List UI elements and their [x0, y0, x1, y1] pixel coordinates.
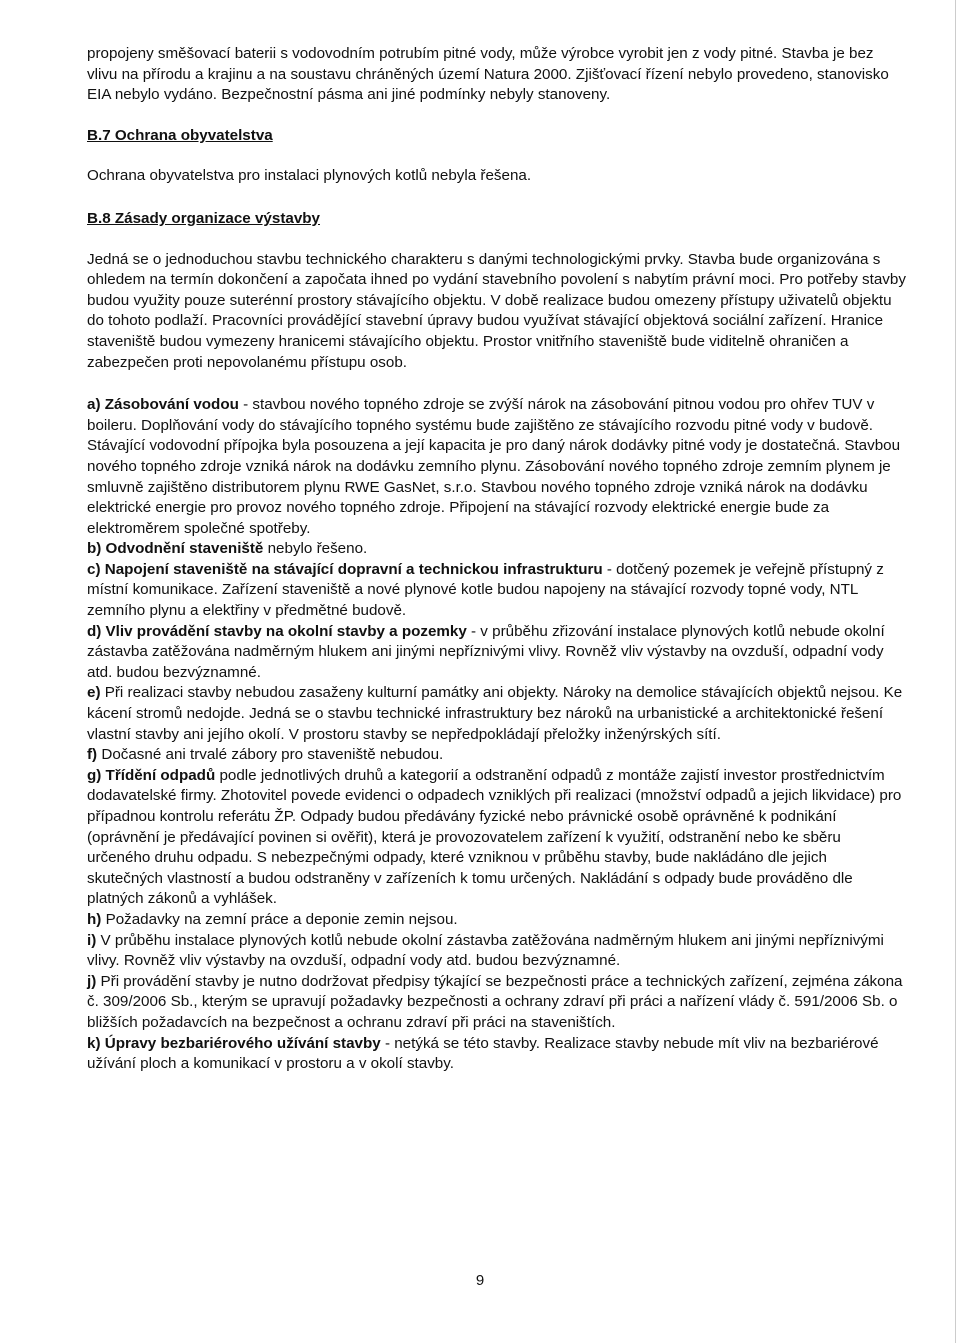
item-b-label: b) Odvodnění staveniště: [87, 540, 264, 558]
item-b-text: nebylo řešeno.: [263, 540, 368, 558]
item-h-label: h): [87, 910, 102, 928]
item-j-label: j): [87, 972, 97, 990]
item-j: [87, 972, 907, 1034]
item-g: [87, 766, 907, 910]
section-b7-heading: B.7 Ochrana obyvatelstva: [87, 126, 273, 144]
item-f-label: f): [87, 746, 98, 764]
item-f-text: Dočasné ani trvalé zábory pro staveniště nebudou.: [97, 746, 444, 764]
item-i-label: i): [87, 931, 97, 949]
section-b7-text: Ochrana obyvatelstva pro instalaci plynových kotlů nebyla řešena.: [87, 167, 532, 185]
document-page: [87, 44, 907, 1075]
item-k-label: k) Úpravy bezbariérového užívání stavby: [87, 1034, 381, 1052]
item-g-label: g) Třídění odpadů: [87, 766, 216, 784]
item-a-label: a) Zásobování vodou: [87, 396, 239, 414]
item-f: [87, 745, 907, 766]
section-b8-heading: B.8 Zásady organizace výstavby: [87, 209, 320, 227]
item-d-text: - v průběhu zřizování instalace plynových kotlů nebude okolní zástavba zatěžována nadměrným hlukem ani jinými nepříznivými vlivy. Rovněž vliv výstavby na ovzduší, odpadní vody atd. budou bezvýznamné.: [87, 622, 885, 681]
item-g-text: podle jednotlivých druhů a kategorií a odstranění odpadů z montáže zajistí investor prostřednictvím dodavatelské firmy. Zhotovitel povede evidenci o odpadech vzniklých při realizaci (množství odpadů a jejich likvidace) pro případnou kontrolu referátu ŽP. Odpady budou předávány fyzické nebo právnické osobě oprávněné k podnikání (oprávnění je předávající povinen si ověřit), která je provozovatelem zařízení k využití, odstranění nebo ke sběru určeného druhu odpadu. S nebezpečnými odpady, které vzniknou v průběhu stavby, bude nakládáno dle jejich skutečných vlastností a budou odstraněny v zařízeních k tomu určených. Nakládání s odpady bude prováděno dle platných zákonů a vyhlášek.: [87, 766, 902, 908]
item-e: [87, 683, 907, 745]
section-b8-text: Jedná se o jednoduchou stavbu technického charakteru s danými technologickými prvky. Stavba bude organizována s ohledem na termín dokončení a započata ihned po vydání stavebního povolení s nabytím právní moci. Pro potřeby stavby budou využity pouze suterénní prostory stávajícího objektu. V době realizace budou omezeny přístupy uživatelů objektu do tohoto podlaží. Pracovníci provádějící stavební úpravy budou využívat stávající objektová sociální zařízení. Hranice staveniště budou vymezeny hranicemi stávajícího objektu. Prostor vnitřního staveniště bude viditelně ohraničen a zabezpečen proti nepovolanému přístupu osob.: [87, 250, 906, 371]
scan-edge-line: [955, 0, 956, 1343]
item-c-label: c) Napojení staveniště na stávající dopravní a technickou infrastrukturu: [87, 560, 603, 578]
item-e-label: e): [87, 684, 101, 702]
item-i: [87, 931, 907, 972]
item-h: [87, 910, 907, 931]
item-e-text: Při realizaci stavby nebudou zasaženy kulturní památky ani objekty. Nároky na demolice stávajících objektů nejsou. Ke kácení stromů nedojde. Jedná se o stavbu technické infrastruktury bez nároků na urbanistické a architektonické řešení vlastní stavby ani jejího okolí. V prostoru stavby se nepředpokládají přeložky inženýrských sítí.: [87, 684, 903, 743]
item-k: [87, 1034, 907, 1075]
item-k-text: - netýká se této stavby. Realizace stavby nebude mít vliv na bezbariérové užívání ploch a komunikací v prostoru a v okolí stavby.: [87, 1034, 879, 1073]
item-c: [87, 560, 907, 622]
item-j-text: Při provádění stavby je nutno dodržovat předpisy týkající se bezpečnosti práce a technických zařízení, zejména zákona č. 309/2006 Sb., kterým se upravují požadavky bezpečnosti a ochrany zdraví při práci a nařízení vlády č. 591/2006 Sb. o bližších požadavcích na bezpečnost a ochranu zdraví při práci na staveništích.: [87, 972, 903, 1031]
item-d-label: d) Vliv provádění stavby na okolní stavby a pozemky: [87, 622, 467, 640]
page-number: 9: [475, 1272, 485, 1289]
item-i-text: V průběhu instalace plynových kotlů nebude okolní zástavba zatěžována nadměrným hlukem ani jinými nepříznivými vlivy. Rovněž vliv výstavby na ovzduší, odpadní vody atd. budou bezvýznamné.: [87, 931, 884, 970]
item-d: [87, 622, 907, 684]
intro-paragraph: propojeny směšovací baterii s vodovodním potrubím pitné vody, může výrobce vyrobit jen z vody pitné. Stavba je bez vlivu na přírodu a krajinu a na soustavu chráněných území Natura 2000. Zjišťovací řízení nebylo provedeno, stanovisko EIA nebylo vydáno. Bezpečnostní pásma ani jiné podmínky nebyly stanoveny.: [87, 45, 889, 104]
item-a: [87, 395, 907, 539]
item-b: [87, 539, 907, 560]
item-h-text: Požadavky na zemní práce a deponie zemin nejsou.: [101, 910, 458, 928]
item-c-text: - dotčený pozemek je veřejně přístupný z místní komunikace. Zařízení staveniště a nové plynové kotle budou napojeny na stávající rozvody topné vody, NTL zemního plynu a elektřiny v předmětné budově.: [87, 560, 884, 620]
item-a-text: - stavbou nového topného zdroje se zvýší nárok na zásobování pitnou vodou pro ohřev TUV v boileru. Doplňování vody do stávajícího topného systému bude zajištěno ze stávajícího rozvodu pitné vody v budově. Stávající vodovodní přípojka byla posouzena a její kapacita je pro daný nárok dodávky pitné vody je dostatečná. Stavbou nového topného zdroje vzniká nárok na dodávku zemního plynu. Zásobování nového topného zdroje zemním plynem je smluvně zajištěno distributorem plynu RWE GasNet, s.r.o. Stavbou nového topného zdroje vzniká nárok na dodávku elektrické energie pro provoz nového topného zdroje. Připojení na stávající rozvody elektrické energie bude za elektroměrem společné spotřeby.: [87, 396, 901, 537]
